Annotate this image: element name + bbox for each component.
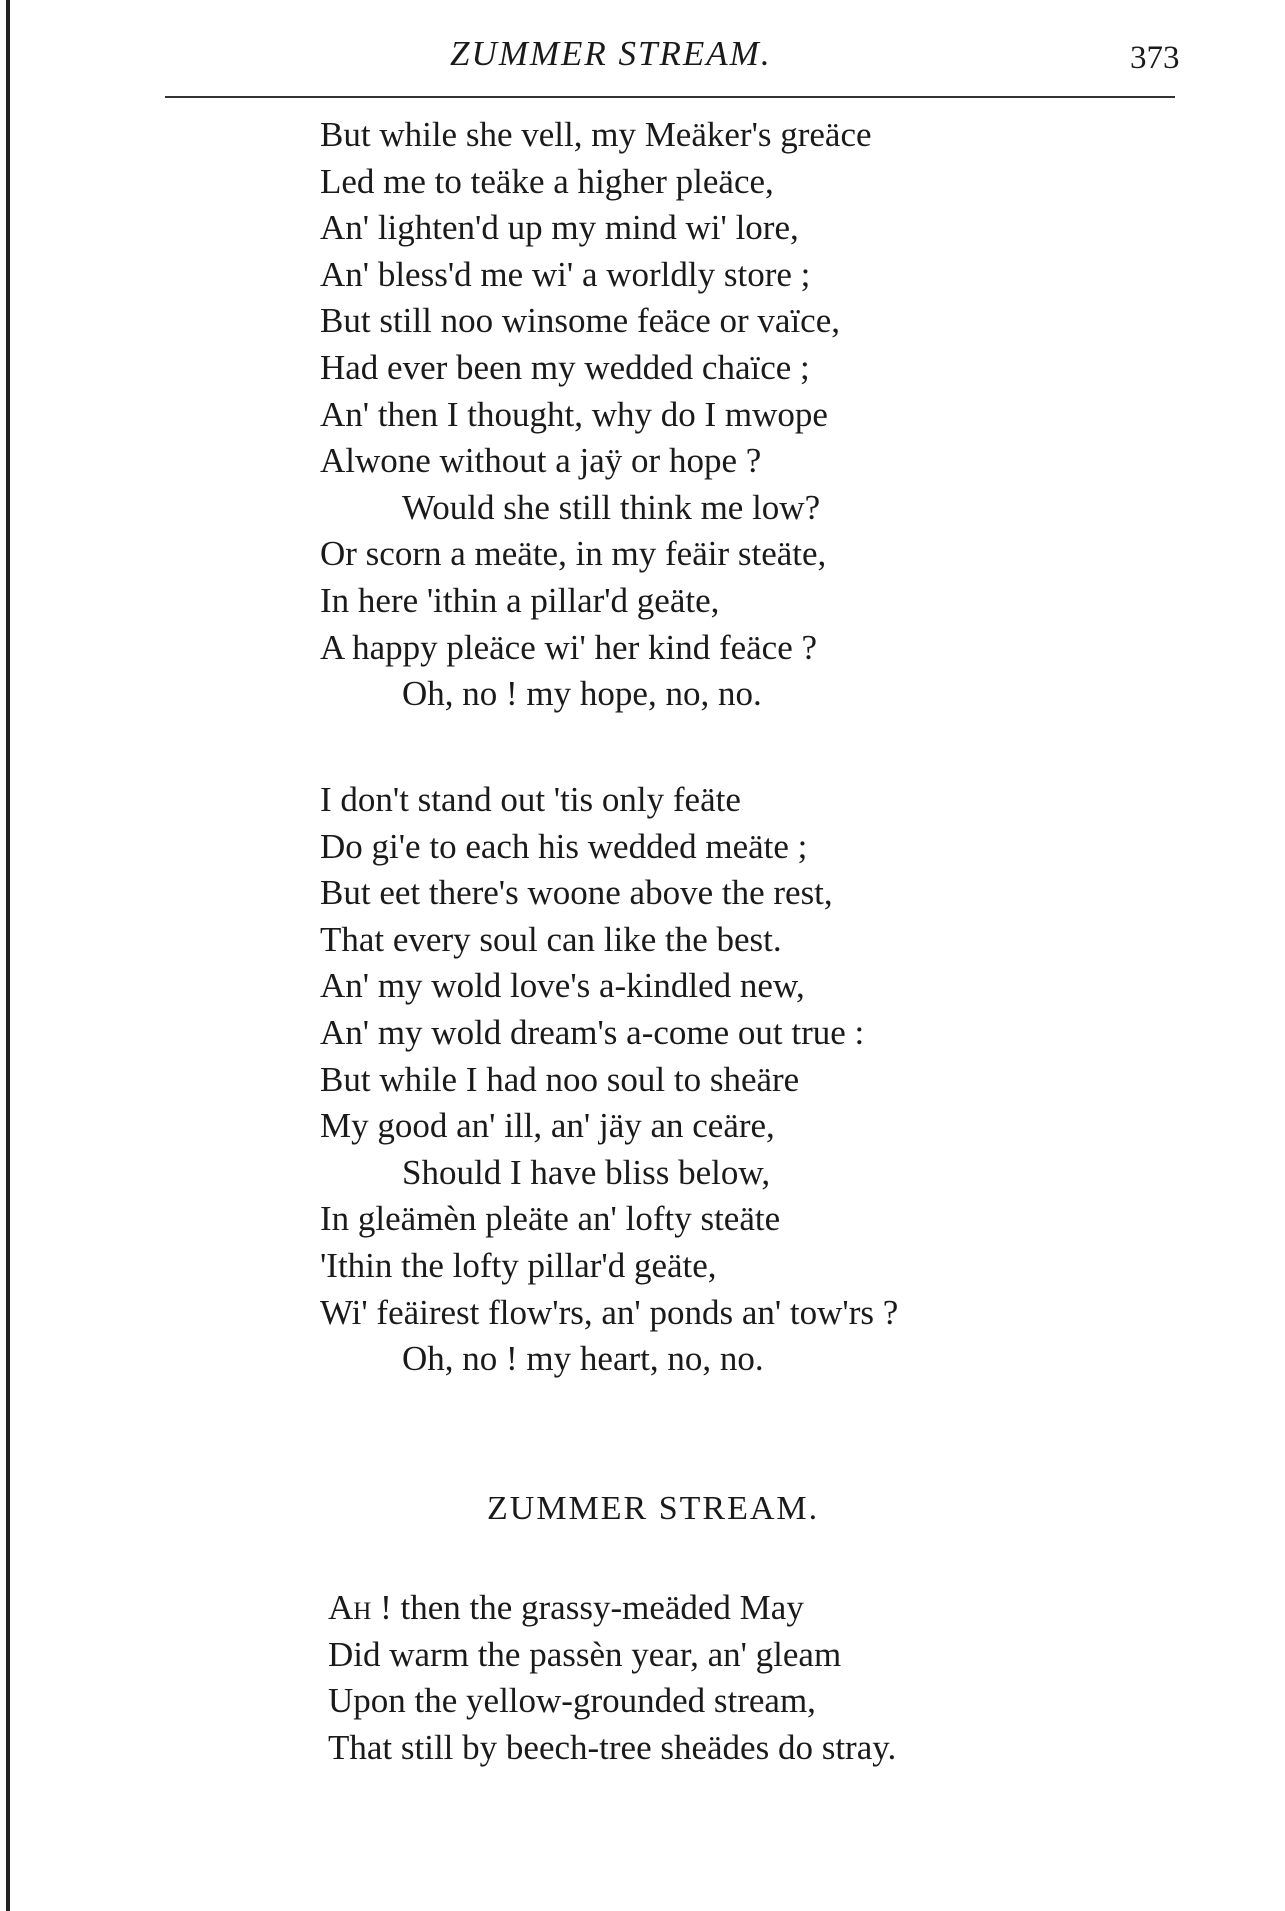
poem-line: An' lighten'd up my mind wi' lore,: [320, 208, 799, 248]
first-line-text: ! then the grassy-meäded May: [371, 1588, 804, 1627]
poem-line: An' my wold dream's a-come out true :: [320, 1012, 865, 1052]
poem-line: An' then I thought, why do I mwope: [320, 394, 828, 434]
poem-line: I don't stand out 'tis only feäte: [320, 780, 741, 819]
poem-line-indented: Should I have bliss below,: [402, 1152, 771, 1192]
poem-line: Had ever been my wedded chaïce ;: [320, 347, 810, 387]
running-head: [0, 30, 1285, 80]
poem-title: ZUMMER STREAM.: [487, 1490, 820, 1527]
poem-line: Wi' feäirest flow'rs, an' ponds an' tow'rs ?: [320, 1292, 899, 1332]
poem-line: An' my wold love's a-kindled new,: [320, 966, 805, 1006]
running-title: ZUMMER STREAM.: [450, 34, 772, 73]
poem-line: Did warm the passèn year, an' gleam: [328, 1634, 842, 1674]
poem-line: Do gi'e to each his wedded meäte ;: [320, 826, 808, 866]
poem-line: That still by beech-tree sheädes do stray.: [328, 1727, 897, 1767]
poem-line: A happy pleäce wi' her kind feäce ?: [320, 627, 818, 667]
stanza-1: [320, 112, 872, 718]
poem-line-refrain: Oh, no ! my hope, no, no.: [402, 674, 762, 714]
poem-line: An' bless'd me wi' a worldly store ;: [320, 254, 811, 294]
poem-line: But while she vell, my Meäker's greäce: [320, 115, 872, 154]
poem-line: 'Ithin the lofty pillar'd geäte,: [320, 1245, 717, 1285]
poem-line: Led me to teäke a higher pleäce,: [320, 161, 774, 201]
poem-line: That every soul can like the best.: [320, 919, 782, 959]
poem-line: In here 'ithin a pillar'd geäte,: [320, 580, 720, 620]
header-rule: [165, 96, 1175, 98]
poem-line: But still noo winsome feäce or vaïce,: [320, 301, 840, 341]
poem-line: But while I had noo soul to sheäre: [320, 1059, 800, 1099]
poem-line-first: [328, 1585, 896, 1632]
stanza-3: [328, 1585, 896, 1771]
poem-line: But eet there's woone above the rest,: [320, 873, 833, 913]
binding-gutter: [6, 0, 10, 1911]
poem-line-refrain: Oh, no ! my heart, no, no.: [402, 1339, 764, 1379]
page-number: 373: [1130, 40, 1180, 76]
poem-line: Or scorn a meäte, in my feäir steäte,: [320, 534, 827, 574]
poem-line: Upon the yellow-grounded stream,: [328, 1681, 816, 1721]
poem-line: Alwone without a jaÿ or hope ?: [320, 441, 762, 481]
poem-line: In gleämèn pleäte an' lofty steäte: [320, 1199, 781, 1239]
opening-word: Ah: [328, 1588, 372, 1627]
stanza-2: [320, 777, 898, 1383]
poem-line: My good an' ill, an' jäy an ceäre,: [320, 1106, 775, 1146]
poem-line-indented: Would she still think me low?: [402, 487, 821, 527]
